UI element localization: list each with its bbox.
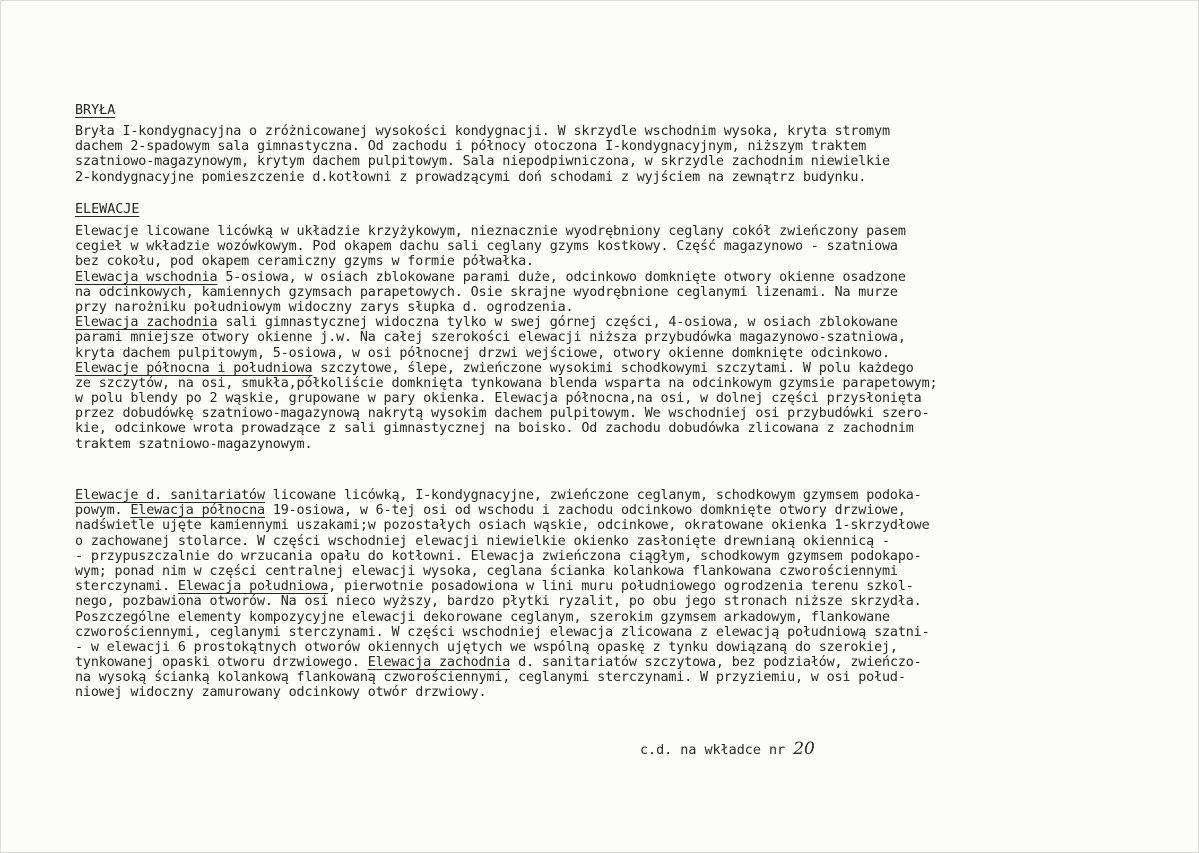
text-line xyxy=(75,685,1175,700)
paragraph-sanitariaty xyxy=(75,488,1175,701)
line-text: w polu blendy po 2 wąskie, grupowane w pary okienka. Elewacja północna,na osi, w dolnej części przysłonięta xyxy=(75,391,922,407)
text-line: Bryła I-kondygnacyjna o zróżnicowanej wysokości kondygnacji. W skrzydle wschodnim wysoka, kryta stromym xyxy=(75,124,890,139)
line-text: Elewacje licowane licówką w układzie krzyżykowym, nieznacznie wyodrębniony ceglany cokół zwieńczony pasem xyxy=(75,224,906,239)
line-text: na wysoką ścianką kolankową flankowaną czworościennymi, ceglanymi sterczynami. W przyziemiu, w osi połud- xyxy=(75,670,906,686)
text-line: dachem 2-spadowym sala gimnastyczna. Od zachodu i północy otoczona I-kondygnacyjnym, niższym traktem xyxy=(75,139,867,155)
line-text: d. sanitariatów szczytowa, bez podziałów, zwieńczo- xyxy=(510,655,922,671)
line-text: niowej widoczny zamurowany odcinkowy otwór drzwiowy. xyxy=(75,685,487,701)
line-text: traktem szatniowo-magazynowym. xyxy=(75,436,313,452)
line-text: ze szczytów, na osi, smukła,półkoliście domknięta tynkowana blenda wsparta na odcinkowym gzymsie parapetowym; xyxy=(75,375,938,391)
line-prefix: powym. xyxy=(75,503,131,519)
text-line: szatniowo-magazynowym, krytym dachem pulpitowym. Sala niepodpiwniczona, w skrzydle zachodnim niewielkie xyxy=(75,154,890,170)
line-text: o zachowanej stolarce. W części wschodniej elewacji niewielkie okienko zasłonięte drewnianą okiennicą - xyxy=(75,533,890,549)
text-line xyxy=(75,503,1175,518)
paragraph-elewacje xyxy=(75,224,1175,452)
line-text: 19-osiowa, w 6-tej osi od wschodu i zachodu odcinkowo domknięte otwory drzwiowe, xyxy=(264,503,906,519)
underlined-subheading: Elewacja północna xyxy=(130,503,265,519)
text-line xyxy=(75,315,1175,330)
line-text: nadświetle ujęte kamiennymi uszakami;w pozostałych osiach wąskie, odcinkowe, okratowane okienka 1-skrzydłowe xyxy=(75,518,930,534)
text-line xyxy=(75,224,1175,239)
line-text: Poszczególne elementy kompozycyjne elewacji dekorowane ceglanym, szerokim gzymsem arkadowym, flankowane xyxy=(75,609,890,625)
line-text: przez dobudówkę szatniowo-magazynową nakrytą wysokim dachem pulpitowym. We wschodniej osi przybudówki szero- xyxy=(75,406,930,422)
line-text: 5-osiowa, w osiach zblokowane parami duże, odcinkowo domknięte otwory okienne osadzone xyxy=(217,269,906,285)
line-text: cegieł w wkładzie wozówkowym. Pod okapem dachu sali ceglany gzyms kostkowy. Część magazynowo - szatniowa xyxy=(75,239,898,255)
text-line xyxy=(75,610,1175,625)
line-text: wym; ponad nim w części centralnej elewacji wysoka, ceglana ścianka kolankowa flankowana czworościennymi xyxy=(75,563,898,579)
text-line xyxy=(75,579,1175,594)
line-text: kryta dachem pulpitowym, 5-osiowa, w osi północnej drzwi wejściowe, otwory okienne domknięte odcinkowo. xyxy=(75,345,890,361)
text-line xyxy=(75,594,1175,609)
line-prefix: tynkowanej opaski otworu drzwiowego. xyxy=(75,655,368,671)
line-prefix: sterczynami. xyxy=(75,579,178,595)
text-line xyxy=(75,300,1175,315)
text-line xyxy=(75,346,1175,361)
text-line xyxy=(75,330,1175,345)
text-line xyxy=(75,488,1175,503)
continuation-note xyxy=(640,739,815,759)
text-line xyxy=(75,421,1175,436)
line-text: na odcinkowych, kamiennych gzymsach parapetowych. Osie skrajne wyodrębnione ceglanymi lizenami. Na murze xyxy=(75,284,898,300)
line-text: , pierwotnie posadowiona w lini muru południowego ogrodzenia terenu szkol- xyxy=(328,579,914,595)
text-line xyxy=(75,391,1175,406)
text-line xyxy=(75,640,1175,655)
text-line xyxy=(75,518,1175,533)
line-text: przy narożniku południowym widoczny zarys słupka d. ogrodzenia. xyxy=(75,299,574,315)
paragraph-bryla xyxy=(75,124,1175,185)
text-line xyxy=(75,564,1175,579)
text-line xyxy=(75,670,1175,685)
text-line xyxy=(75,437,1175,452)
line-text: - przypuszczalnie do wrzucania opału do kotłowni. Elewacja zwieńczona ciągłym, schodkowym gzymsem podokapo- xyxy=(75,548,922,564)
line-text: sali gimnastycznej widoczna tylko w swej górnej części, 4-osiowa, w osiach zblokowane xyxy=(217,315,898,331)
line-text: szczytowe, ślepe, zwieńczone wysokimi schodkowymi szczytami. W polu każdego xyxy=(312,360,914,376)
text-line xyxy=(75,655,1175,670)
underlined-subheading: Elewacja zachodnia xyxy=(75,315,218,331)
text-line xyxy=(75,549,1175,564)
text-line xyxy=(75,254,1175,269)
line-text: - w elewacji 6 prostokątnych otworów okiennych ujętych we wspólną opaskę z tynku dowiązaną do szerokiej, xyxy=(75,639,898,655)
heading-bryla: BRYŁA xyxy=(75,103,116,118)
heading-elewacje: ELEWACJE xyxy=(75,202,140,217)
text-line xyxy=(75,376,1175,391)
underlined-subheading: Elewacje d. sanitariatów xyxy=(75,488,265,503)
underlined-subheading: Elewacja zachodnia xyxy=(367,655,511,671)
line-text: kie, odcinkowe wrota prowadzące z sali gimnastycznej na boisko. Od zachodu dobudówka zlicowana z zachodnim xyxy=(75,421,914,437)
text-line xyxy=(75,534,1175,549)
line-text: czworościennymi, ceglanymi sterczynami. W części wschodniej elewacja zlicowana z elewacją południową szatni- xyxy=(75,624,930,640)
text-line xyxy=(75,270,1175,285)
insert-number: 20 xyxy=(793,739,815,759)
line-text: bez cokołu, pod okapem ceramiczny gzyms w formie półwałka. xyxy=(75,254,534,270)
line-text: nego, pozbawiona otworów. Na osi nieco wyższy, bardzo płytki ryzalit, po obu jego stronach niższe skrzydła. xyxy=(75,594,922,610)
text-line: 2-kondygnacyjne pomieszczenie d.kotłowni z prowadzącymi doń schodami z wyjściem na zewnątrz budynku. xyxy=(75,169,867,185)
underlined-subheading: Elewacje północna i południowa xyxy=(75,360,313,376)
text-line xyxy=(75,239,1175,254)
text-line xyxy=(75,361,1175,376)
underlined-subheading: Elewacja wschodnia xyxy=(75,269,218,285)
continuation-text: c.d. na wkładce nr xyxy=(640,743,794,758)
line-text: licowane licówką, I-kondygnacyjne, zwieńczone ceglanym, schodkowym gzymsem podoka- xyxy=(264,488,922,503)
text-line xyxy=(75,625,1175,640)
underlined-subheading: Elewacja południowa xyxy=(177,579,329,595)
text-line xyxy=(75,285,1175,300)
line-text: parami mniejsze otwory okienne j.w. Na całej szerokości elewacji niższa przybudówka magazynowo-szatniowa, xyxy=(75,330,906,346)
text-line xyxy=(75,406,1175,421)
